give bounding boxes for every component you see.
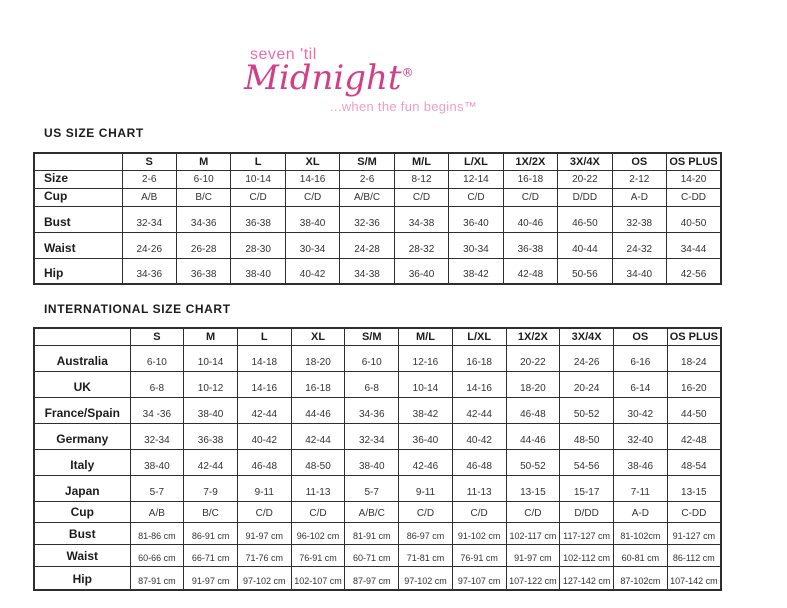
size-cell: 6-10 (130, 345, 184, 371)
table-row (34, 501, 721, 522)
column-header: L/XL (452, 328, 506, 345)
size-cell: A/B (122, 188, 176, 206)
brand-tagline: ...when the fun begins™ (330, 99, 478, 114)
size-cell: 32-34 (345, 423, 399, 449)
size-cell: 32-34 (130, 423, 184, 449)
table-row (34, 345, 721, 371)
size-cell: 36-40 (399, 423, 453, 449)
size-cell: 86-91 cm (184, 522, 238, 544)
size-cell: 38-46 (613, 449, 667, 475)
size-cell: 14-16 (285, 170, 339, 188)
row-label: Waist (34, 544, 130, 566)
size-cell: 34-38 (340, 258, 394, 284)
column-header: OS (613, 328, 667, 345)
column-header: S/M (345, 328, 399, 345)
size-cell: 9-11 (237, 475, 291, 501)
column-header: M (184, 328, 238, 345)
size-cell: 28-30 (231, 232, 285, 258)
size-cell: 50-52 (560, 397, 614, 423)
row-label: Japan (34, 475, 130, 501)
size-cell: 24-32 (612, 232, 666, 258)
row-label: France/Spain (34, 397, 130, 423)
size-cell: 6-8 (130, 371, 184, 397)
size-cell: 34-36 (345, 397, 399, 423)
size-cell: 38-40 (130, 449, 184, 475)
size-cell: 2-6 (122, 170, 176, 188)
size-cell: 40-44 (558, 232, 612, 258)
size-cell: 42-44 (291, 423, 345, 449)
row-label: Australia (34, 345, 130, 371)
size-cell: A-D (612, 188, 666, 206)
size-cell: C/D (449, 188, 503, 206)
row-label: Cup (34, 188, 122, 206)
size-cell: 42-44 (184, 449, 238, 475)
size-cell: 24-26 (560, 345, 614, 371)
size-cell: 66-71 cm (184, 544, 238, 566)
size-cell: 44-46 (291, 397, 345, 423)
size-cell: 40-46 (503, 206, 557, 232)
size-cell: 38-40 (285, 206, 339, 232)
brand-logo-line2 (244, 58, 477, 98)
size-cell: 60-81 cm (613, 544, 667, 566)
column-header: M/L (394, 153, 448, 170)
size-cell: 20-24 (560, 371, 614, 397)
size-cell: 6-10 (345, 345, 399, 371)
size-cell: 42-46 (399, 449, 453, 475)
size-cell: 76-91 cm (452, 544, 506, 566)
size-cell: 97-102 cm (399, 566, 453, 590)
table-row (34, 522, 721, 544)
size-cell: 14-16 (237, 371, 291, 397)
registered-mark: ® (401, 65, 414, 80)
size-cell: 40-42 (237, 423, 291, 449)
size-cell: 32-36 (340, 206, 394, 232)
size-cell: 44-50 (667, 397, 721, 423)
size-cell: 30-42 (613, 397, 667, 423)
us-size-chart-table (33, 152, 722, 285)
size-cell: 38-40 (184, 397, 238, 423)
size-cell: 46-48 (237, 449, 291, 475)
size-cell: 87-91 cm (130, 566, 184, 590)
size-cell: 14-18 (237, 345, 291, 371)
column-header: 1X/2X (506, 328, 560, 345)
size-cell: 40-50 (667, 206, 721, 232)
size-cell: 36-40 (394, 258, 448, 284)
size-cell: 10-14 (184, 345, 238, 371)
size-cell: 36-38 (176, 258, 230, 284)
size-cell: 36-38 (503, 232, 557, 258)
size-cell: 50-52 (506, 449, 560, 475)
size-cell: 40-42 (285, 258, 339, 284)
size-cell: A/B (130, 501, 184, 522)
size-cell: 38-40 (231, 258, 285, 284)
table-row (34, 475, 721, 501)
size-cell: 32-34 (122, 206, 176, 232)
table-row (34, 371, 721, 397)
table-row (34, 206, 721, 232)
size-cell: 54-56 (560, 449, 614, 475)
size-cell: 91-127 cm (667, 522, 721, 544)
column-header: 1X/2X (503, 153, 557, 170)
size-cell: 38-40 (345, 449, 399, 475)
size-cell: 48-50 (291, 449, 345, 475)
size-cell: 91-97 cm (506, 544, 560, 566)
size-cell: 86-112 cm (667, 544, 721, 566)
size-cell: 10-14 (231, 170, 285, 188)
row-label: Bust (34, 522, 130, 544)
column-header: 3X/4X (560, 328, 614, 345)
size-cell: C/D (399, 501, 453, 522)
size-cell: 32-38 (612, 206, 666, 232)
size-cell: B/C (176, 188, 230, 206)
table-row (34, 258, 721, 284)
size-cell: 14-20 (667, 170, 721, 188)
size-cell: 117-127 cm (560, 522, 614, 544)
size-cell: 81-91 cm (345, 522, 399, 544)
table-row (34, 170, 721, 188)
size-cell: 46-48 (506, 397, 560, 423)
size-cell: 20-22 (558, 170, 612, 188)
size-cell: B/C (184, 501, 238, 522)
table-row (34, 397, 721, 423)
size-cell: 87-102cm (613, 566, 667, 590)
size-cell: 10-14 (399, 371, 453, 397)
international-size-chart-title: INTERNATIONAL SIZE CHART (44, 302, 231, 316)
table-row (34, 188, 721, 206)
size-cell: 97-107 cm (452, 566, 506, 590)
column-header: S/M (340, 153, 394, 170)
column-header: S (130, 328, 184, 345)
size-cell: 60-66 cm (130, 544, 184, 566)
size-cell: 42-48 (667, 423, 721, 449)
row-label: Hip (34, 566, 130, 590)
size-cell: 42-48 (503, 258, 557, 284)
column-header: S (122, 153, 176, 170)
table-row (34, 449, 721, 475)
size-cell: 127-142 cm (560, 566, 614, 590)
size-cell: 36-38 (184, 423, 238, 449)
size-cell: 16-18 (452, 345, 506, 371)
table-row (34, 544, 721, 566)
size-cell: 36-40 (449, 206, 503, 232)
size-cell: 86-97 cm (399, 522, 453, 544)
size-cell: 13-15 (667, 475, 721, 501)
size-cell: 48-50 (560, 423, 614, 449)
size-cell: C/D (503, 188, 557, 206)
size-cell: 24-28 (340, 232, 394, 258)
column-header: OS PLUS (667, 153, 721, 170)
size-cell: 18-20 (291, 345, 345, 371)
size-cell: 44-46 (506, 423, 560, 449)
size-cell: 91-97 cm (184, 566, 238, 590)
size-cell: 8-12 (394, 170, 448, 188)
size-cell: 18-20 (506, 371, 560, 397)
size-cell: C/D (291, 501, 345, 522)
row-label: UK (34, 371, 130, 397)
size-cell: 60-71 cm (345, 544, 399, 566)
column-header: L/XL (449, 153, 503, 170)
column-header: M (176, 153, 230, 170)
size-cell: 34-36 (176, 206, 230, 232)
size-cell: C-DD (667, 501, 721, 522)
size-cell: 6-14 (613, 371, 667, 397)
size-cell: D/DD (558, 188, 612, 206)
size-cell: 71-81 cm (399, 544, 453, 566)
column-header: L (231, 153, 285, 170)
brand-logo (244, 46, 477, 114)
size-cell: C-DD (667, 188, 721, 206)
size-cell: A-D (613, 501, 667, 522)
size-cell: 2-12 (612, 170, 666, 188)
size-cell: 7-11 (613, 475, 667, 501)
size-cell: 34-36 (122, 258, 176, 284)
size-cell: 91-102 cm (452, 522, 506, 544)
size-cell: 11-13 (291, 475, 345, 501)
table-row (34, 423, 721, 449)
size-cell: 71-76 cm (237, 544, 291, 566)
brand-logo-line1: seven 'til (250, 46, 317, 63)
size-cell: 30-34 (449, 232, 503, 258)
size-cell: 36-38 (231, 206, 285, 232)
size-cell: 107-142 cm (667, 566, 721, 590)
size-cell: 34-40 (612, 258, 666, 284)
size-cell: 20-22 (506, 345, 560, 371)
column-header: M/L (399, 328, 453, 345)
column-header: XL (291, 328, 345, 345)
size-cell: 14-16 (452, 371, 506, 397)
size-cell: 6-16 (613, 345, 667, 371)
size-cell: 102-117 cm (506, 522, 560, 544)
size-cell: 76-91 cm (291, 544, 345, 566)
size-cell: 81-86 cm (130, 522, 184, 544)
row-label: Bust (34, 206, 122, 232)
size-cell: 40-42 (452, 423, 506, 449)
size-cell: 50-56 (558, 258, 612, 284)
size-cell: 5-7 (345, 475, 399, 501)
size-cell: C/D (285, 188, 339, 206)
row-label: Hip (34, 258, 122, 284)
size-cell: 97-102 cm (237, 566, 291, 590)
us-size-chart-title: US SIZE CHART (44, 126, 144, 140)
size-cell: A/B/C (340, 188, 394, 206)
column-header: OS (612, 153, 666, 170)
size-cell: 7-9 (184, 475, 238, 501)
size-cell: 16-18 (291, 371, 345, 397)
size-cell: 42-44 (452, 397, 506, 423)
size-cell: 38-42 (399, 397, 453, 423)
brand-logo-wordmark: Midnight (244, 58, 402, 98)
row-label: Germany (34, 423, 130, 449)
table-row (34, 566, 721, 590)
size-cell: C/D (394, 188, 448, 206)
size-cell: 12-16 (399, 345, 453, 371)
size-cell: 34-38 (394, 206, 448, 232)
size-cell: 18-24 (667, 345, 721, 371)
size-cell: 46-48 (452, 449, 506, 475)
size-cell: 91-97 cm (237, 522, 291, 544)
size-cell: 87-97 cm (345, 566, 399, 590)
size-cell: 32-40 (613, 423, 667, 449)
size-cell: 15-17 (560, 475, 614, 501)
size-cell: 81-102cm (613, 522, 667, 544)
row-label: Waist (34, 232, 122, 258)
column-header: L (237, 328, 291, 345)
size-cell: 48-54 (667, 449, 721, 475)
size-cell: 46-50 (558, 206, 612, 232)
size-cell: 96-102 cm (291, 522, 345, 544)
size-cell: 28-32 (394, 232, 448, 258)
size-cell: 107-122 cm (506, 566, 560, 590)
size-cell: 42-44 (237, 397, 291, 423)
size-cell: A/B/C (345, 501, 399, 522)
table-row (34, 232, 721, 258)
row-label: Size (34, 170, 122, 188)
corner-cell (34, 153, 122, 170)
size-cell: 11-13 (452, 475, 506, 501)
column-header: OS PLUS (667, 328, 721, 345)
column-header: XL (285, 153, 339, 170)
size-cell: 13-15 (506, 475, 560, 501)
size-cell: 102-107 cm (291, 566, 345, 590)
size-cell: 2-6 (340, 170, 394, 188)
size-cell: C/D (506, 501, 560, 522)
size-cell: C/D (231, 188, 285, 206)
corner-cell (34, 328, 130, 345)
international-size-chart-table (33, 327, 722, 591)
size-cell: 5-7 (130, 475, 184, 501)
row-label: Italy (34, 449, 130, 475)
size-cell: 34 -36 (130, 397, 184, 423)
size-cell: 6-10 (176, 170, 230, 188)
size-cell: 26-28 (176, 232, 230, 258)
size-cell: 42-56 (667, 258, 721, 284)
size-cell: 30-34 (285, 232, 339, 258)
size-cell: 10-12 (184, 371, 238, 397)
size-cell: 16-18 (503, 170, 557, 188)
column-header: 3X/4X (558, 153, 612, 170)
size-cell: 38-42 (449, 258, 503, 284)
size-cell: 16-20 (667, 371, 721, 397)
size-cell: 102-112 cm (560, 544, 614, 566)
size-cell: 34-44 (667, 232, 721, 258)
size-cell: D/DD (560, 501, 614, 522)
size-cell: 6-8 (345, 371, 399, 397)
size-cell: 9-11 (399, 475, 453, 501)
size-cell: 12-14 (449, 170, 503, 188)
row-label: Cup (34, 501, 130, 522)
size-cell: 24-26 (122, 232, 176, 258)
size-cell: C/D (237, 501, 291, 522)
size-cell: C/D (452, 501, 506, 522)
